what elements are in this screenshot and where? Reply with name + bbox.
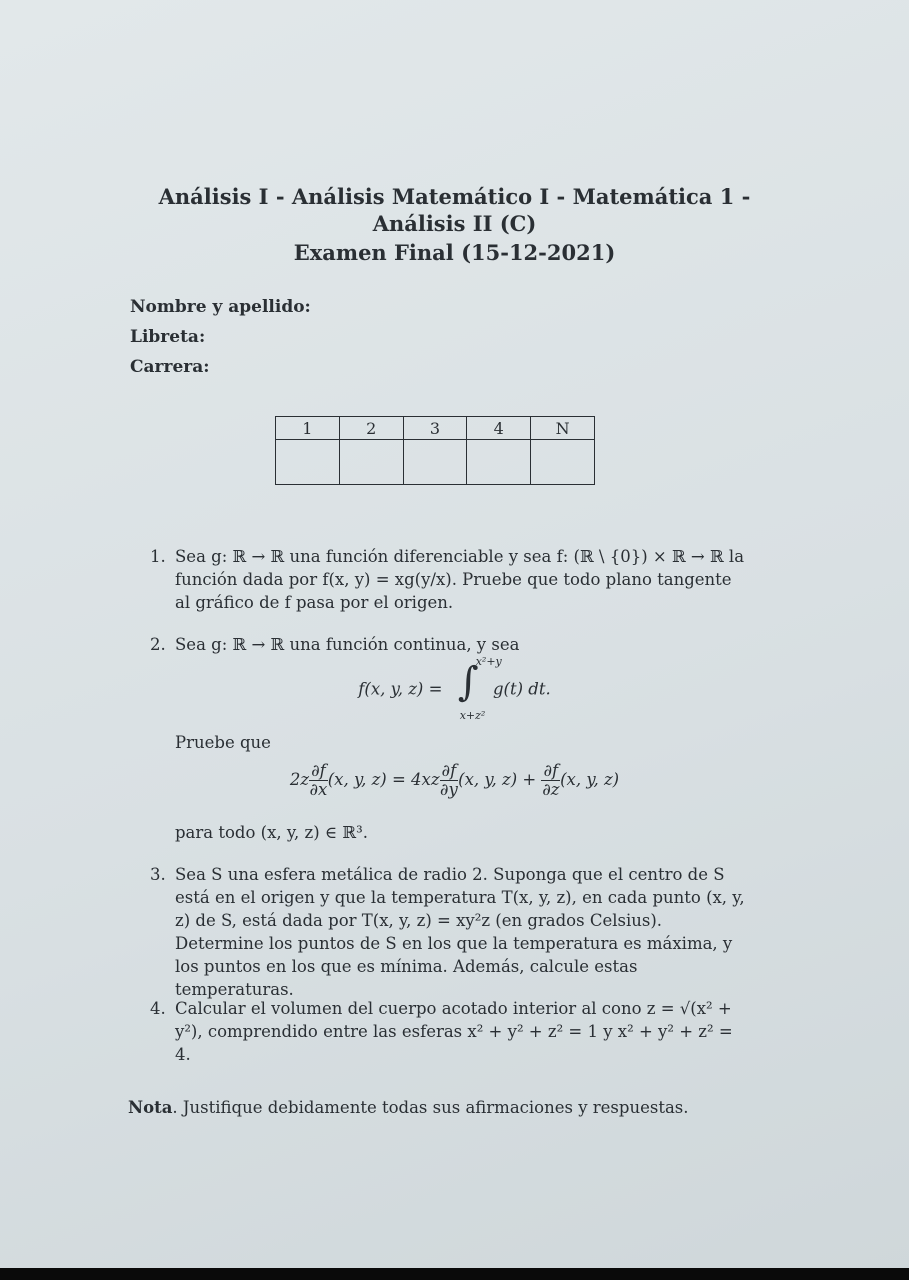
grade-header-cell: 2 xyxy=(339,417,403,440)
grade-table xyxy=(275,416,595,485)
for-all-row xyxy=(150,821,750,844)
partial-fraction: $\frac{\partial f}{\partial y}$ xyxy=(439,761,458,799)
problem-number: 2. xyxy=(150,635,166,654)
partial-fraction: $\frac{\partial f}{\partial z}$ xyxy=(542,761,560,799)
grade-header-cell: 4 xyxy=(467,417,531,440)
integral-symbol: ∫ xyxy=(457,659,479,705)
problem-text: Sea S una esfera metálica de radio 2. Suponga que el centro de S está en el origen y que la temperatura T(x, y, z), en cada punto (x, y, z) de S, está dada por T(x, y, z) = xy²z (en grados Celsius). Determine los puntos de S en los que la temperatura es máxima, y los puntos en los que es mínima. Además, calcule estas temperaturas. xyxy=(175,865,745,999)
libreta-field-label: Libreta: xyxy=(130,327,206,347)
problem-2 xyxy=(150,633,750,656)
pde-term: (x, y, z) = 4xz xyxy=(327,770,440,789)
integral-lower-limit: x+z² xyxy=(459,709,486,722)
grade-score-cell xyxy=(403,440,467,485)
note-text: . Justifique debidamente todas sus afirmaciones y respuestas. xyxy=(172,1098,689,1117)
prove-label: Pruebe que xyxy=(175,733,271,752)
formula-lhs: f(x, y, z) = xyxy=(358,679,443,699)
problem-number: 3. xyxy=(150,865,166,884)
grade-header-cell: 1 xyxy=(276,417,340,440)
grade-header-cell: N xyxy=(531,417,595,440)
grade-score-cell xyxy=(467,440,531,485)
problem-3 xyxy=(150,863,750,1001)
title-line-1: Análisis I - Análisis Matemático I - Matemática 1 - xyxy=(158,184,751,209)
name-field-label: Nombre y apellido: xyxy=(130,297,311,317)
integral-upper-limit: x²+y xyxy=(475,655,502,668)
grade-score-cell xyxy=(339,440,403,485)
pde-term: (x, y, z) + xyxy=(458,770,537,789)
exam-subtitle: Examen Final (15-12-2021) xyxy=(293,240,616,265)
integral-formula xyxy=(0,655,909,722)
problem-number: 1. xyxy=(150,547,166,566)
note-label: Nota xyxy=(128,1098,173,1117)
grade-header-cell: 3 xyxy=(403,417,467,440)
grade-score-cell xyxy=(531,440,595,485)
grade-table-score-row xyxy=(276,440,595,485)
exam-title xyxy=(0,183,909,237)
title-line-2: Análisis II (C) xyxy=(372,211,537,236)
grade-score-cell xyxy=(276,440,340,485)
carrera-field-label: Carrera: xyxy=(130,357,210,377)
pde-term: 2z xyxy=(289,770,310,789)
problem-text: Sea g: ℝ → ℝ una función diferenciable y sea f: (ℝ \ {0}) × ℝ → ℝ la función dada por f(x, y) = xg(y/x). Pruebe que todo plano tangente al gráfico de f pasa por el origen. xyxy=(175,547,745,612)
partial-fraction: $\frac{\partial f}{\partial x}$ xyxy=(309,761,328,799)
note xyxy=(128,1098,689,1117)
problem-1 xyxy=(150,545,750,614)
problem-text: Calcular el volumen del cuerpo acotado interior al cono z = √(x² + y²), comprendido entre las esferas x² + y² + z² = 1 y x² + y² + z² = 4. xyxy=(175,999,733,1064)
bottom-edge xyxy=(0,1268,909,1280)
problem-text: Sea g: ℝ → ℝ una función continua, y sea xyxy=(175,635,520,654)
pde-formula xyxy=(0,762,909,799)
problem-4 xyxy=(150,997,750,1066)
grade-table-header-row xyxy=(276,417,595,440)
integral-sign xyxy=(448,655,502,722)
prove-label-row xyxy=(150,731,750,754)
for-all-text: para todo (x, y, z) ∈ ℝ³. xyxy=(175,823,368,842)
problem-number: 4. xyxy=(150,999,166,1018)
integrand: g(t) dt. xyxy=(492,679,551,699)
pde-term: (x, y, z) xyxy=(560,770,620,789)
